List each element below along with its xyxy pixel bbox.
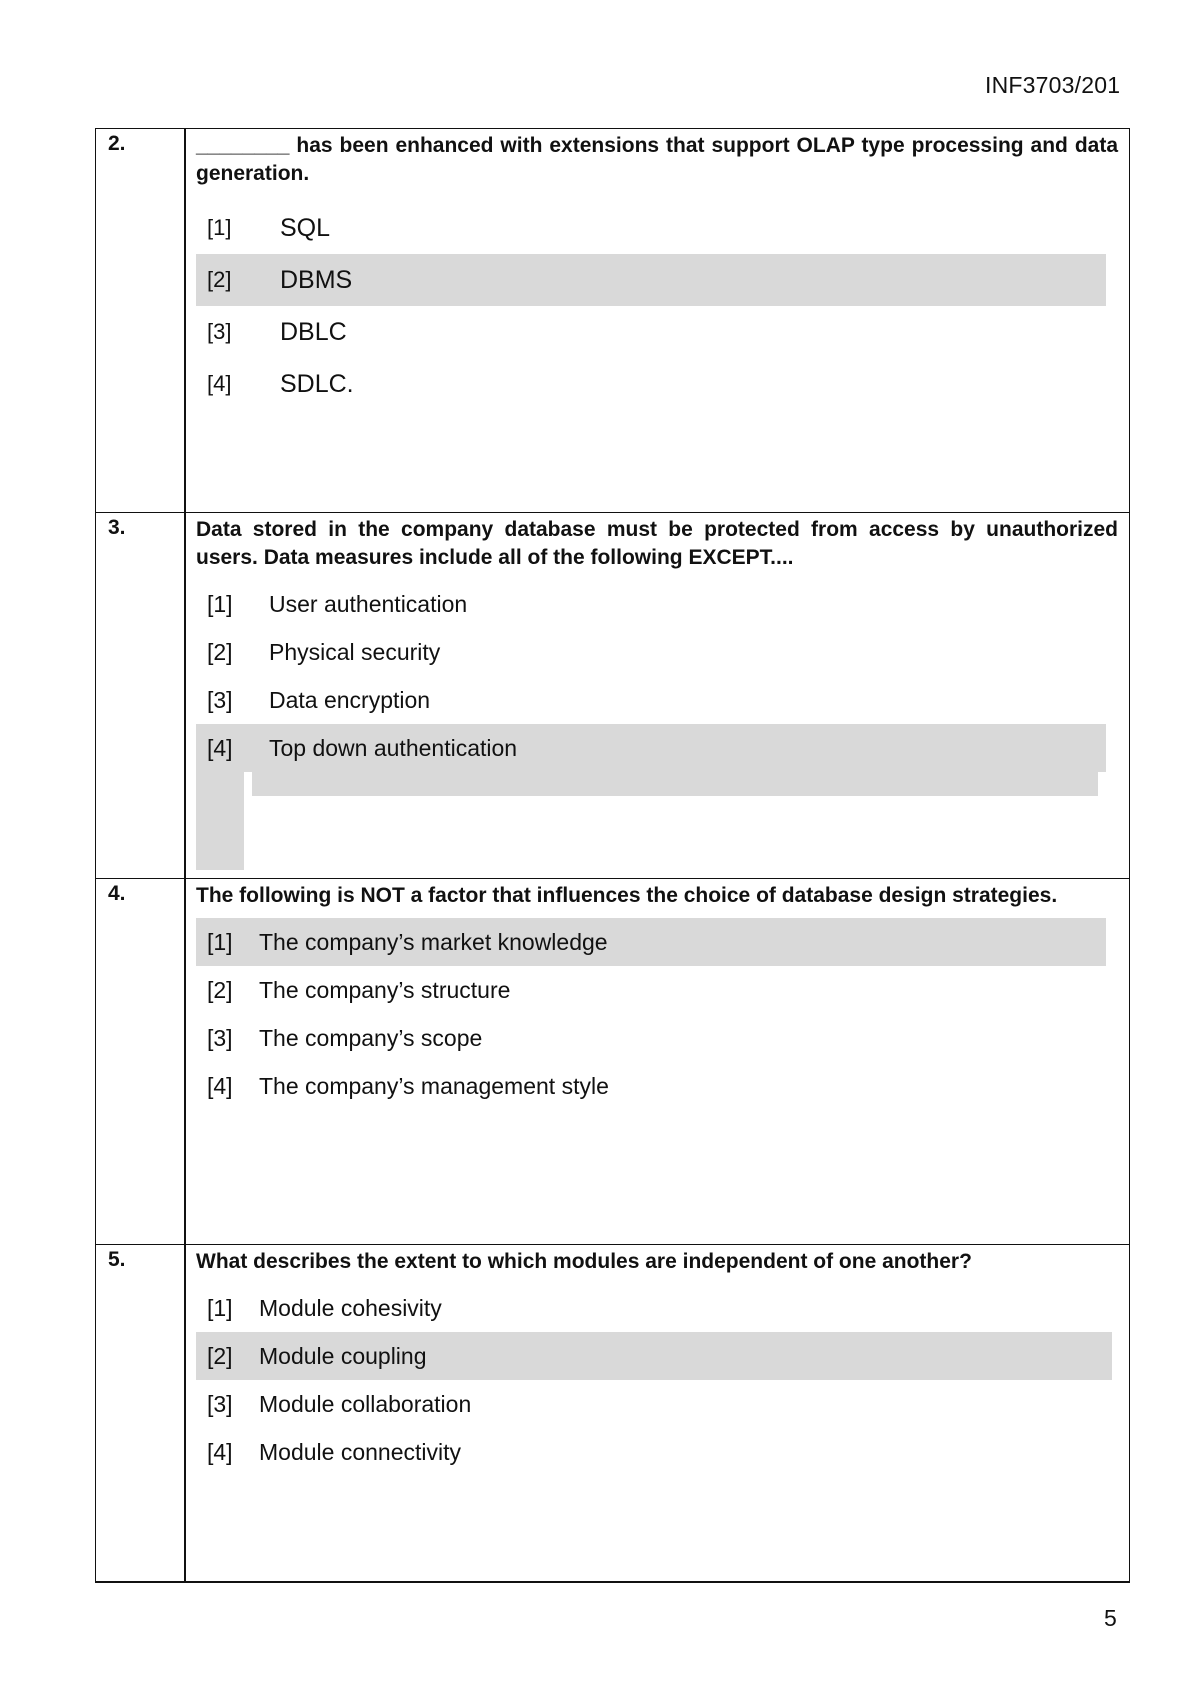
question-text: The following is NOT a factor that influences the choice of database design strategies. [196,884,1058,907]
question-number-cell [96,129,186,513]
option-index: [2] [207,267,232,292]
option-1[interactable] [196,202,1118,254]
option-text: Module collaboration [259,1390,472,1417]
option-index: [2] [207,1342,233,1369]
question-content-cell [185,1245,1130,1583]
option-1[interactable] [196,580,1118,628]
option-index: [3] [207,1390,233,1417]
question-content-cell [185,513,1130,879]
option-3[interactable] [196,1014,1118,1062]
option-index: [3] [207,686,233,713]
question-table [95,128,1130,1583]
question-number-cell [96,879,186,1245]
option-1-highlighted[interactable] [196,918,1106,966]
question-row [96,879,1130,1245]
option-4[interactable] [196,1062,1118,1110]
question-row [96,129,1130,513]
option-2[interactable] [196,966,1118,1014]
option-text: Module coupling [259,1342,427,1369]
option-text: DBLC [280,317,347,346]
option-index: [2] [207,976,233,1003]
option-text: Physical security [269,638,441,665]
question-number: 2. [108,132,126,155]
option-list [196,918,1118,1110]
option-text: User authentication [269,590,468,617]
question-content-cell [185,129,1130,513]
option-index: [4] [207,371,232,396]
highlight-shading-bar [252,768,1098,796]
option-index: [3] [207,319,232,344]
question-text: What describes the extent to which modules are independent of one another? [196,1250,972,1273]
option-text: Module connectivity [259,1438,461,1465]
question-row [96,1245,1130,1583]
option-2-highlighted[interactable] [196,254,1106,306]
option-1[interactable] [196,1284,1118,1332]
question-text: ________ has been enhanced with extensions that support OLAP type processing and data generation. [196,134,1118,185]
option-2[interactable] [196,628,1118,676]
question-number-cell [96,1245,186,1583]
option-text: Top down authentication [269,734,518,761]
question-row [96,513,1130,879]
option-index: [1] [207,215,232,240]
page-number: 5 [1104,1605,1117,1631]
option-text: Data encryption [269,686,431,713]
option-3[interactable] [196,676,1118,724]
option-index: [4] [207,734,233,761]
option-text: The company’s structure [259,976,511,1003]
option-text: SDLC. [280,369,354,398]
highlight-shading-block [196,768,244,870]
option-list [196,580,1118,772]
option-list [196,202,1118,410]
option-text: The company’s market knowledge [259,928,608,955]
option-index: [1] [207,928,233,955]
question-content-cell [185,879,1130,1245]
option-2-highlighted[interactable] [196,1332,1112,1380]
option-index: [2] [207,638,233,665]
question-number-cell [96,513,186,879]
option-text: DBMS [280,265,353,294]
option-index: [4] [207,1438,233,1465]
option-text: The company’s management style [259,1072,609,1099]
option-index: [4] [207,1072,233,1099]
option-3[interactable] [196,1380,1118,1428]
option-index: [1] [207,590,233,617]
question-number: 4. [108,882,126,905]
option-index: [1] [207,1294,233,1321]
option-text: Module cohesivity [259,1294,442,1321]
question-number: 5. [108,1248,126,1271]
option-list [196,1284,1118,1476]
option-4[interactable] [196,358,1118,410]
option-3[interactable] [196,306,1118,358]
question-number: 3. [108,516,126,539]
course-code: INF3703/201 [985,72,1121,98]
option-text: SQL [280,213,331,242]
option-index: [3] [207,1024,233,1051]
question-text: Data stored in the company database must be protected from access by unauthorized users. Data measures include all of the following EXCEPT.... [196,518,1118,569]
option-4[interactable] [196,1428,1118,1476]
option-4-highlighted[interactable] [196,724,1106,772]
option-text: The company’s scope [259,1024,483,1051]
